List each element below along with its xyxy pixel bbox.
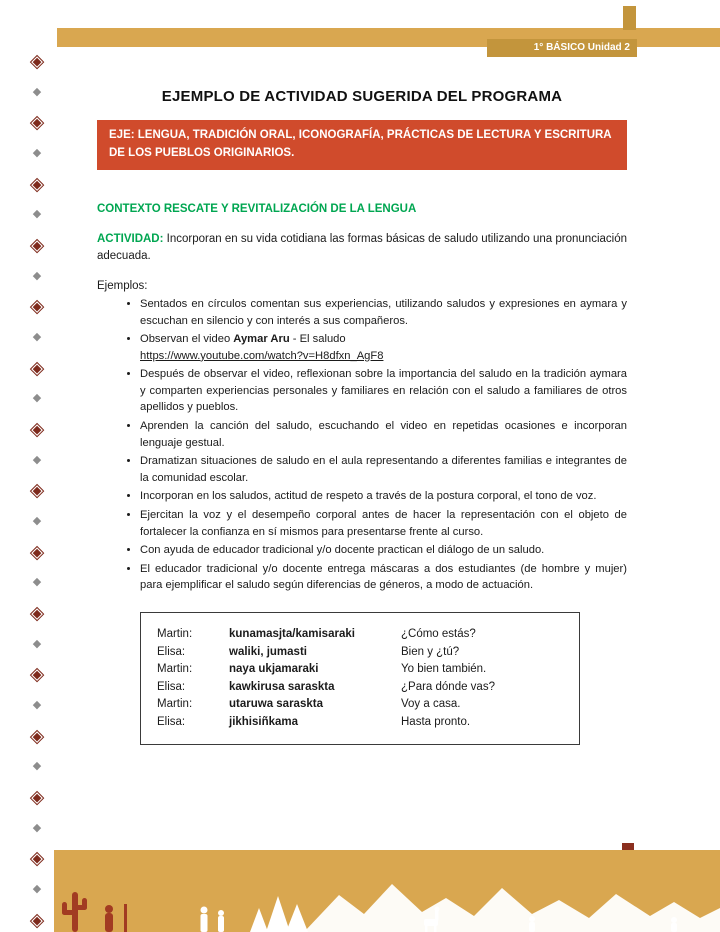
ornament-icon: ◈ (29, 664, 45, 686)
bullet-text: Después de observar el video, reflexionan sobre la importancia del saludo en la tradición aymara y comparten experiencias personales y familiares en relación con el saludo a familiares de otros apellidos y pueblos. (140, 368, 627, 414)
dialogue-spanish: Yo bien también. (401, 663, 487, 675)
examples-label: Ejemplos: (97, 280, 148, 292)
ornament-icon: ◈ (29, 541, 45, 563)
top-ribbon-tab (623, 6, 636, 30)
bullet-item (140, 366, 627, 416)
trees-silhouette (250, 896, 308, 932)
bullet-text: Ejercitan la voz y el desempeño corporal antes de hacer la representación con el objeto de fortalecer la confianza en sí mismos para presentarse frente al curso. (140, 508, 627, 538)
bullet-text: Observan el video (140, 333, 234, 346)
examples-list (97, 296, 627, 596)
dialogue-spanish: Hasta pronto. (401, 715, 471, 728)
bullet-text: Con ayuda de educador tradicional y/o docente practican el diálogo de un saludo. (140, 544, 545, 557)
context-heading: CONTEXTO RESCATE Y REVITALIZACIÓN DE LA LENGUA (97, 203, 417, 215)
dialogue-row (157, 714, 563, 732)
ornament-icon: ◆ (32, 147, 42, 160)
dialogue-row (157, 696, 563, 714)
ornament-icon: ◈ (29, 909, 45, 931)
dialogue-row (157, 679, 563, 697)
ornament-icon: ◆ (32, 269, 42, 282)
ornament-icon: ◆ (32, 392, 42, 405)
ornament-icon: ◆ (32, 576, 42, 589)
ornament-icon: ◈ (29, 296, 45, 318)
ornament-border (18, 52, 56, 930)
landscape-silhouette-graphic (54, 850, 720, 932)
cactus-silhouette (62, 892, 127, 932)
bullet-item (140, 507, 627, 540)
dialogue-speaker: Elisa: (157, 645, 186, 658)
bullet-item (140, 453, 627, 486)
dialogue-speaker: Elisa: (157, 680, 186, 693)
unit-badge: 1° BÁSICO Unidad 2 (487, 39, 637, 57)
bullet-text: Incorporan en los saludos, actitud de respeto a través de la postura corporal, el tono de voz. (140, 490, 597, 503)
ornament-icon: ◈ (29, 848, 45, 870)
dialogue-aymara: jikhisiñkama (229, 715, 299, 728)
ornament-icon: ◈ (29, 725, 45, 747)
bullet-list (97, 296, 627, 594)
bullet-item (140, 542, 627, 559)
dialogue-row (157, 661, 563, 679)
dialogue-speaker: Martin: (157, 698, 193, 710)
ornament-icon: ◆ (32, 85, 42, 98)
activity-text: Incorporan en su vida cotidiana las formas básicas de saludo utilizando una pronunciación adecuada. (97, 233, 627, 263)
bullet-item (140, 561, 627, 594)
page-title: EJEMPLO DE ACTIVIDAD SUGERIDA DEL PROGRAMA (161, 88, 563, 105)
ornament-icon: ◈ (29, 603, 45, 625)
youtube-link[interactable]: https://www.youtube.com/watch?v=H8dfxn_AgF8 (140, 349, 384, 362)
dialogue-spanish: ¿Cómo estás? (401, 628, 476, 640)
ornament-icon: ◈ (29, 235, 45, 257)
dialogue-box (140, 612, 580, 745)
dialogue-speaker: Elisa: (157, 715, 186, 728)
bullet-item (140, 488, 627, 505)
dialogue-aymara: naya ukjamaraki (229, 663, 319, 675)
ornament-icon: ◆ (32, 331, 42, 344)
bullet-item (140, 418, 627, 451)
ornament-icon: ◈ (29, 419, 45, 441)
bullet-text: El educador tradicional y/o docente entrega máscaras a dos estudiantes (de hombre y mujer) para ejemplificar el saludo según diferencias de géneros, a modo de actuación. (140, 562, 627, 592)
footer-landscape-band (54, 850, 720, 932)
ornament-icon: ◆ (32, 760, 42, 773)
ornament-icon: ◆ (32, 637, 42, 650)
dialogue-spanish: Voy a casa. (401, 698, 461, 710)
ornament-icon: ◈ (29, 51, 45, 72)
ornament-icon: ◈ (29, 173, 45, 195)
dialogue-aymara: kawkirusa saraskta (229, 680, 335, 693)
bullet-text: - El saludo (289, 333, 346, 346)
bullet-item (140, 296, 627, 329)
activity-paragraph (97, 231, 627, 266)
dialogue-speaker: Martin: (157, 628, 193, 640)
ornament-icon: ◆ (32, 208, 42, 221)
dialogue-aymara: kunamasjta/kamisaraki (229, 628, 355, 640)
dialogue-aymara: utaruwa saraskta (229, 698, 323, 710)
ornament-icon: ◆ (32, 515, 42, 528)
bullet-item (140, 331, 627, 364)
dialogue-speaker: Martin: (157, 663, 193, 675)
ornament-icon: ◆ (32, 699, 42, 712)
ornament-icon: ◈ (29, 787, 45, 809)
eje-banner: EJE: LENGUA, TRADICIÓN ORAL, ICONOGRAFÍA, PRÁCTICAS DE LECTURA Y ESCRITURA DE LOS PUEBLOS ORIGINARIOS. (97, 120, 627, 170)
dialogue-row (157, 644, 563, 662)
ornament-icon: ◆ (32, 453, 42, 466)
dialogue-spanish: Bien y ¿tú? (401, 645, 460, 658)
bullet-text: Dramatizan situaciones de saludo en el aula representando a diferentes familias e integrantes de la comunidad escolar. (140, 455, 627, 484)
bullet-text: Sentados en círculos comentan sus experiencias, utilizando saludos y expresiones en aymara y escuchan en silencio y con interés a sus compañeros. (140, 298, 627, 327)
dialogue-spanish: ¿Para dónde vas? (401, 680, 495, 693)
ornament-icon: ◈ (29, 480, 45, 502)
activity-label: ACTIVIDAD: (97, 233, 164, 245)
bullet-text: Aprenden la canción del saludo, escuchando el video en repetidas ocasiones e incorporan lenguaje gestual. (140, 420, 627, 449)
dialogue-aymara: waliki, jumasti (229, 645, 307, 658)
ornament-icon: ◆ (32, 821, 42, 834)
video-title: Aymar Aru (233, 333, 290, 346)
dialogue-row (157, 626, 563, 644)
ornament-icon: ◈ (29, 357, 45, 379)
ornament-icon: ◆ (32, 883, 42, 896)
ornament-icon: ◈ (29, 112, 45, 134)
